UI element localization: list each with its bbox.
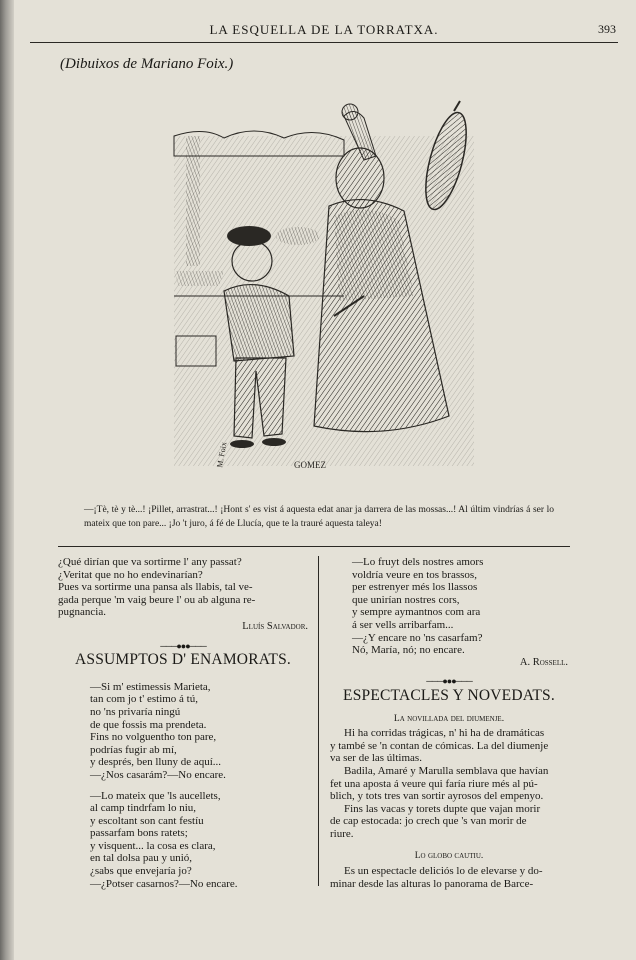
poem-line: á ser vells arribarfam... (352, 618, 454, 631)
poem-line: al camp tindrfam lo niu, (90, 802, 196, 815)
intro-line: pugnancia. (58, 606, 106, 619)
right-column (330, 556, 568, 890)
poem-line: y escoltant son cant festíu (90, 814, 204, 827)
text-line: blich, y tots tres van sortir ayrosos del empenyo. (330, 790, 544, 803)
text-line: riure. (330, 827, 354, 840)
poem-line: y visquent... la cosa es clara, (90, 839, 216, 852)
ornament-divider: ───●●●─── (160, 640, 206, 651)
intro-line: Pues va sortirme una pansa als llabis, tal ve- (58, 581, 253, 594)
poem-line: podrías fugir ab mí, (90, 743, 177, 756)
poem-signature: A. Rossell. (519, 656, 568, 668)
poem-line: y sempre aymantnos com ara (352, 606, 481, 619)
stanza-break (90, 782, 308, 790)
poem-line: passarfam bons ratets; (90, 827, 188, 840)
poem-line: —Lo fruyt dels nostres amors (352, 556, 484, 568)
text-line: va ser de las últimas. (330, 752, 422, 765)
publication-title: LA ESQUELLA DE LA TORRATXA. (209, 22, 439, 37)
poem-line: per estrenyer més los llassos (352, 581, 478, 594)
paragraph-novillada (330, 727, 568, 840)
text-line: fet una aposta á veure qui faría riure més al pú- (330, 777, 538, 790)
section-heading-espectacles: ESPECTACLES Y NOVEDATS. (343, 686, 555, 704)
column-divider (318, 556, 319, 886)
poem-line: de que fossis ma prendeta. (90, 718, 207, 731)
poem-continuation (330, 556, 568, 657)
poem-line: tan com jo t' estimo á tú, (90, 693, 198, 706)
illustration-caption: —¡Tè, tè y tè...! ¡Pillet, arrastrat...! ¡Hont s' es vist á aquesta edat anar ja darrera de las mossas...! Al últim vindrías á ser lo mateix que ton pare... ¡Jo 't juro, á fé de Llucía, que te la trauré aquesta taleya! (84, 505, 554, 529)
poem-line: y després, ben lluny de aquí... (90, 756, 222, 769)
section-heading-enamorats: ASSUMPTOS D' ENAMORATS. (75, 651, 291, 669)
poem-line: voldría veure en tos brassos, (352, 568, 477, 581)
left-column (58, 556, 308, 890)
subheading-novillada: La novillada del diumenje. (393, 713, 505, 724)
poem-line: —¿Potser casarnos?—No encare. (90, 877, 238, 890)
section-divider (58, 546, 570, 547)
ornament-divider: ───●●●─── (426, 676, 472, 687)
intro-line: ¿Veritat que no ho endevinarían? (58, 568, 203, 581)
text-line: de cap estocada: jo crech que 's van morir de (330, 815, 527, 828)
poem-line: ¿sabs que envejaría jo? (90, 865, 192, 878)
artist-signature-gomez: GOMEZ (294, 460, 326, 470)
page-header (30, 18, 618, 43)
page-binding-shadow (0, 0, 14, 960)
poem-line: —Si m' estimessis Marieta, (90, 680, 211, 693)
poem-line: —¿Nos casarám?—No encare. (90, 768, 226, 781)
engraving-illustration (164, 96, 484, 476)
text-line: minar desde las alturas lo panorama de Barce- (330, 877, 534, 890)
illustration-credit: (Dibuixos de Mariano Foix.) (60, 56, 234, 72)
poem-line: en tal dolsa pau y unió, (90, 852, 193, 865)
poem-line: —¿Y encare no 'ns casarfam? (352, 631, 483, 644)
poem-enamorats (58, 681, 308, 891)
text-line: Fins las vacas y torets dupte que vajan morir (344, 802, 541, 815)
intro-signature: Lluís Salvador. (242, 620, 308, 632)
poem-line: Fins no volguentho ton pare, (90, 731, 217, 744)
intro-line: ¿Qué dirían que va sortirme l' any passat? (58, 556, 242, 568)
paragraph-globo (330, 865, 568, 890)
subheading-globo: Lo globo cautiu. (414, 851, 484, 862)
page-number: 393 (598, 22, 616, 36)
poem-line: no 'ns privaría ningú (90, 705, 181, 718)
intro-line: gada perque 'm vaig beure l' ou ab alguna re- (58, 593, 256, 606)
artist-signature-foix: M. Foix (215, 441, 229, 469)
text-line: y també se 'n contan de cómicas. La del diumenje (330, 739, 549, 752)
text-line: Hi ha corridas trágicas, n' hi ha de dramáticas (344, 727, 545, 740)
poem-line: Nó, María, nó; no encare. (352, 644, 465, 657)
poem-line: que unirían nostres cors, (352, 593, 460, 606)
text-line: Badila, Amaré y Marulla semblava que havían (344, 764, 549, 777)
poem-line: —Lo mateix que 'ls aucellets, (90, 789, 221, 802)
text-line: Es un espectacle deliciós lo de elevarse y do- (344, 865, 543, 878)
